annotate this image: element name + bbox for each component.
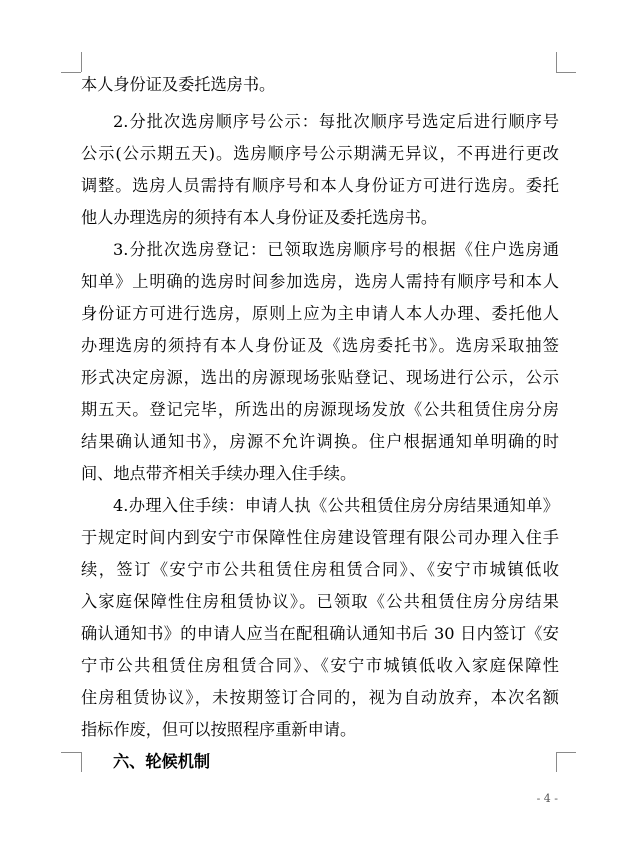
paragraph-line: 指标作废，但可以按照程序重新申请。 [81, 720, 357, 739]
paragraph-line: 续，签订《安宁市公共租赁住房租赁合同》、《安宁市城镇低收 [81, 560, 559, 579]
paragraph-line: 间、地点带齐相关手续办理入住手续。 [81, 464, 357, 483]
paragraph-line: 确认通知书》的申请人应当在配租确认通知书后 30 日内签订《安 [81, 624, 559, 643]
paragraph-line: 期五天。登记完毕，所选出的房源现场发放《公共租赁住房分房 [81, 400, 559, 419]
paragraph-line: 于规定时间内到安宁市保障性住房建设管理有限公司办理入住手 [81, 528, 559, 547]
paragraph-line: 调整。选房人员需持有顺序号和本人身份证方可进行选房。委托 [81, 176, 559, 195]
section-heading: 六、轮候机制 [113, 752, 211, 771]
paragraph-line: 2.分批次选房顺序号公示：每批次顺序号选定后进行顺序号 [113, 112, 559, 131]
page-number: - 4 - [536, 792, 558, 805]
paragraph-line: 住房租赁协议》，未按期签订合同的，视为自动放弃，本次名额 [81, 688, 559, 707]
paragraph-line: 4.办理入住手续：申请人执《公共租赁住房分房结果通知单》 [113, 496, 559, 515]
paragraph-line: 身份证方可进行选房，原则上应为主申请人本人办理、委托他人 [81, 304, 559, 323]
paragraph-line: 本人身份证及委托选房书。 [81, 75, 276, 94]
paragraph-line: 知单》上明确的选房时间参加选房，选房人需持有顺序号和本人 [81, 272, 559, 291]
paragraph-line: 3.分批次选房登记：已领取选房顺序号的根据《住户选房通 [113, 240, 559, 259]
paragraph-line: 办理选房的须持有本人身份证及《选房委托书》。选房采取抽签 [81, 336, 559, 355]
paragraph-line: 形式决定房源，选出的房源现场张贴登记、现场进行公示，公示 [81, 368, 559, 387]
paragraph-line: 公示(公示期五天)。选房顺序号公示期满无异议，不再进行更改 [81, 144, 559, 163]
paragraph-line: 宁市公共租赁住房租赁合同》、《安宁市城镇低收入家庭保障性 [81, 656, 559, 675]
paragraph-line: 他人办理选房的须持有本人身份证及委托选房书。 [81, 208, 438, 227]
paragraph-line: 结果确认通知书》，房源不允许调换。住户根据通知单明确的时 [81, 432, 559, 451]
paragraph-line: 入家庭保障性住房租赁协议》。已领取《公共租赁住房分房结果 [81, 592, 559, 611]
